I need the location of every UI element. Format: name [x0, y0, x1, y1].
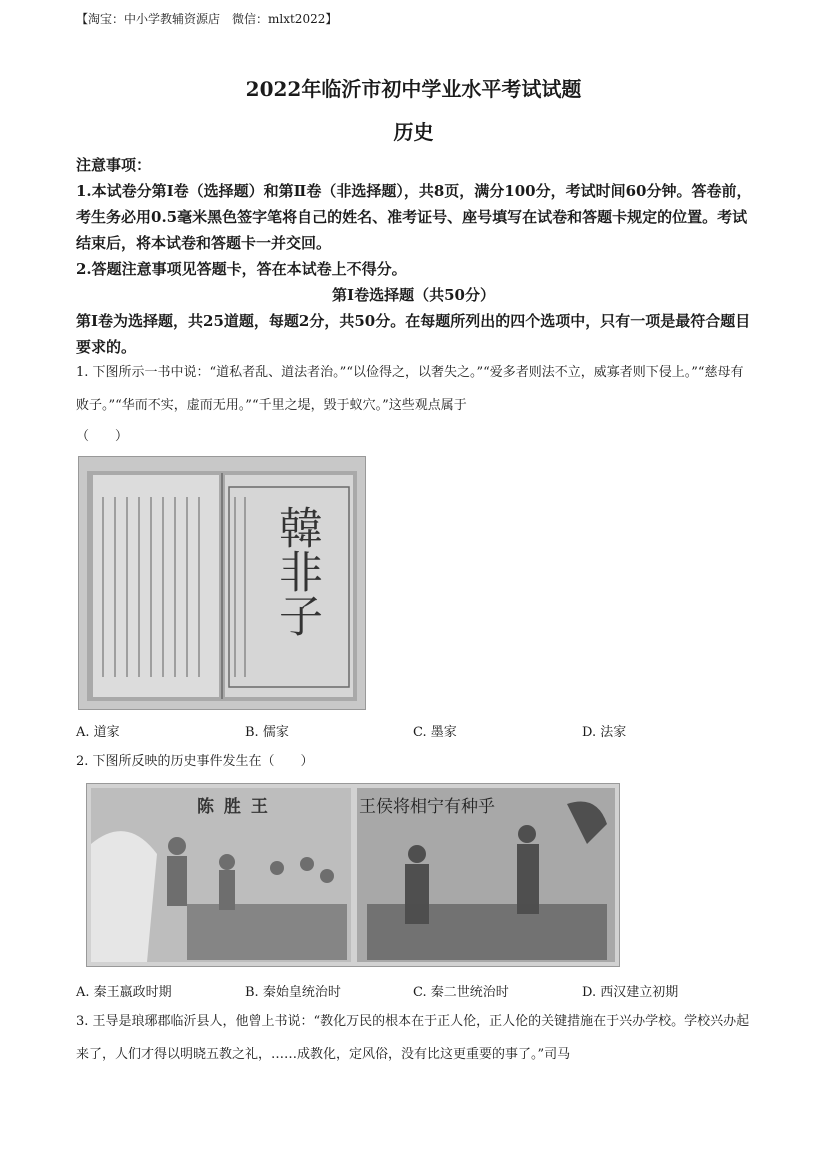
q1-option-b: B. 儒家 — [245, 725, 289, 740]
exam-title: 2022年临沂市初中学业水平考试试题 — [245, 77, 582, 101]
q2-option-c: C. 秦二世统治时 — [413, 985, 509, 1000]
question-2-stem: 2. 下图所反映的历史事件发生在（ ） — [76, 754, 314, 769]
caption-wang-hou: 王侯将相宁有种乎 — [359, 797, 495, 817]
q1-option-c: C. 墨家 — [413, 725, 457, 740]
q2-option-d: D. 西汉建立初期 — [582, 985, 679, 1000]
section-instruction: 第Ⅰ卷为选择题，共25道题，每题2分，共50分。在每题所列出的四个选项中，只有一项是最符合题目要求的。 — [76, 312, 751, 356]
caption-chen-sheng-wang: 陈 胜 王 — [197, 797, 270, 817]
notice-heading: 注意事项： — [76, 156, 152, 174]
question-1-blank: （ ） — [76, 429, 129, 444]
question-2-image — [86, 783, 620, 967]
subject-title: 历史 — [393, 120, 434, 144]
header-note: 【淘宝：中小学教辅资源店 微信：mlxt2022】 — [76, 12, 338, 26]
q1-option-a: A. 道家 — [76, 725, 120, 740]
book-title-text: 韓非子 — [271, 505, 322, 637]
notice-item-2: 2.答题注意事项见答题卡，答在本试卷上不得分。 — [76, 260, 407, 278]
notice-item-1: 1.本试卷分第Ⅰ卷（选择题）和第Ⅱ卷（非选择题），共8页，满分100分，考试时间60分钟。答卷前，考生务必用0.5毫米黑色签字笔将自己的姓名、准考证号、座号填写在试卷和答题卡规定的位置。考试结束后，将本试卷和答题卡一并交回。 — [76, 182, 752, 252]
q2-option-a: A. 秦王嬴政时期 — [76, 985, 172, 1000]
q2-option-b: B. 秦始皇统治时 — [245, 985, 341, 1000]
uprising-illustration — [87, 784, 619, 966]
q1-option-d: D. 法家 — [582, 725, 627, 740]
question-1-book-image — [78, 456, 366, 710]
section-heading: 第Ⅰ卷选择题（共50分） — [332, 286, 495, 304]
question-1-stem: 1. 下图所示一书中说：“道私者乱、道法者治。”“以俭得之，以奢失之。”“爱多者则法不立，威寡者则下侵上。”“慈母有败子。”“华而不实，虚而无用。”“千里之堤，毁于蚁穴。”这些观点属于 — [76, 365, 744, 413]
question-3-stem: 3. 王导是琅琊郡临沂县人，他曾上书说：“教化万民的根本在于正人伦，正人伦的关键措施在于兴办学校。学校兴办起来了，人们才得以明晓五教之礼，……成教化，定风俗，没有比这更重要的事了。”司马 — [76, 1014, 750, 1062]
